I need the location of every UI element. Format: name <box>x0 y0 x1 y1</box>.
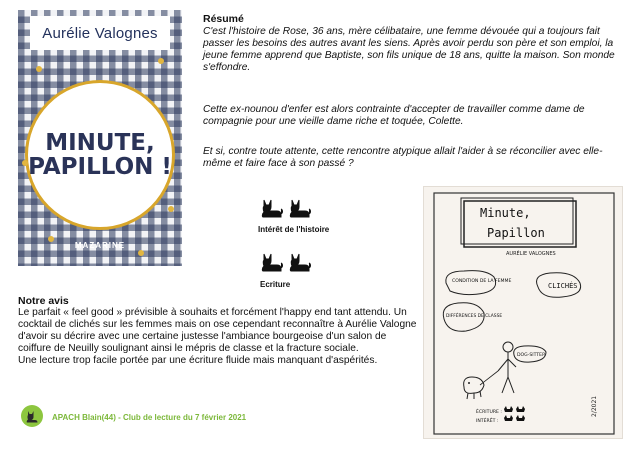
sketch-bubble-cliches: CLICHÉS <box>548 282 578 290</box>
cat-icon <box>260 250 284 272</box>
sketch-bubble-dogsitter: DOG-SITTER <box>517 353 546 358</box>
confetti-dot <box>36 66 42 72</box>
avis-paragraph-2: Une lecture trop facile portée par une écriture fluide mais manquant d'aspérités. <box>18 355 378 366</box>
resume-paragraph-2: Cette ex-nounou d'enfer est alors contrainte d'accepter de travailler comme dame de compagnie pour une vieille dame riche et toquée, Colette. <box>203 104 585 127</box>
sketch-author: AURÉLIE VALOGNES <box>506 251 556 257</box>
avis-heading: Notre avis <box>18 295 69 307</box>
cover-title-line2: PAPILLON ! <box>28 154 172 180</box>
cat-icon <box>288 196 312 218</box>
rating-histoire-cats <box>260 196 312 218</box>
resume-paragraph-3: Et si, contre toute attente, cette rencontre atypique allait l'aider à se réconcilier avec elle-même et faire face à son passé ? <box>203 146 603 169</box>
sketch-signature: 2/2021 <box>591 395 598 417</box>
resume-heading: Résumé <box>203 13 244 25</box>
rating-ecriture-label: Ecriture <box>260 280 291 289</box>
cover-title-medallion <box>25 80 175 230</box>
sketch-bubble-differences: DIFFÉRENCES DE CLASSE <box>446 314 503 319</box>
cover-title-line1: MINUTE, <box>45 129 155 156</box>
rating-histoire-label: Intérêt de l'histoire <box>258 225 330 234</box>
sketch-cat-icon <box>504 406 525 412</box>
book-cover <box>18 10 182 266</box>
cover-publisher: MAZARINE <box>74 241 126 250</box>
avis-paragraph-1: Le parfait « feel good » prévisible à souhaits et forcément l'happy end tant attendu. Un cocktail de clichés sur les femmes mais on ose cependant reconnaître à Aurélie Valogne d'avoir su décrire avec une certaine justesse l'ambiance bourgeoise d'un salon de coiffure de Neuilly soulignant ainsi le mépris de classe et la fracture sociale. <box>18 307 417 354</box>
confetti-dot <box>158 58 164 64</box>
sketch-ecriture-label: ÉCRITURE : <box>476 410 502 415</box>
footer-text: APACH Blain(44) - Club de lecture du 7 février 2021 <box>52 413 247 422</box>
confetti-dot <box>138 250 144 256</box>
sketch-title-line2: Papillon <box>487 226 545 240</box>
cat-icon <box>288 250 312 272</box>
cover-author: Aurélie Valognes <box>42 24 158 42</box>
sketch-title-line1: Minute, <box>480 206 531 220</box>
avis-body <box>18 307 418 367</box>
sketch-drawing <box>424 187 623 439</box>
club-logo-icon <box>21 405 43 427</box>
confetti-dot <box>22 160 28 166</box>
cat-icon <box>260 196 284 218</box>
confetti-dot <box>168 206 174 212</box>
sketch-bubble-condition: CONDITION DE LA FEMME <box>452 279 512 284</box>
rating-ecriture-cats <box>260 250 312 272</box>
cover-author-banner <box>30 16 170 50</box>
sketch-cat-icon <box>504 415 525 421</box>
resume-paragraph-1: C'est l'histoire de Rose, 36 ans, mère célibataire, une femme dévouée qui a toujours fait passer les besoins des autres avant les siens. Après avoir perdu son père et son emploi, la jeune femme apprend que Baptiste, son fils unique de 18 ans, quitte la maison. Son monde s'effondre. <box>203 26 615 73</box>
sketch-interet-label: INTÉRÊT : <box>476 419 499 424</box>
sketch-image <box>423 186 623 439</box>
